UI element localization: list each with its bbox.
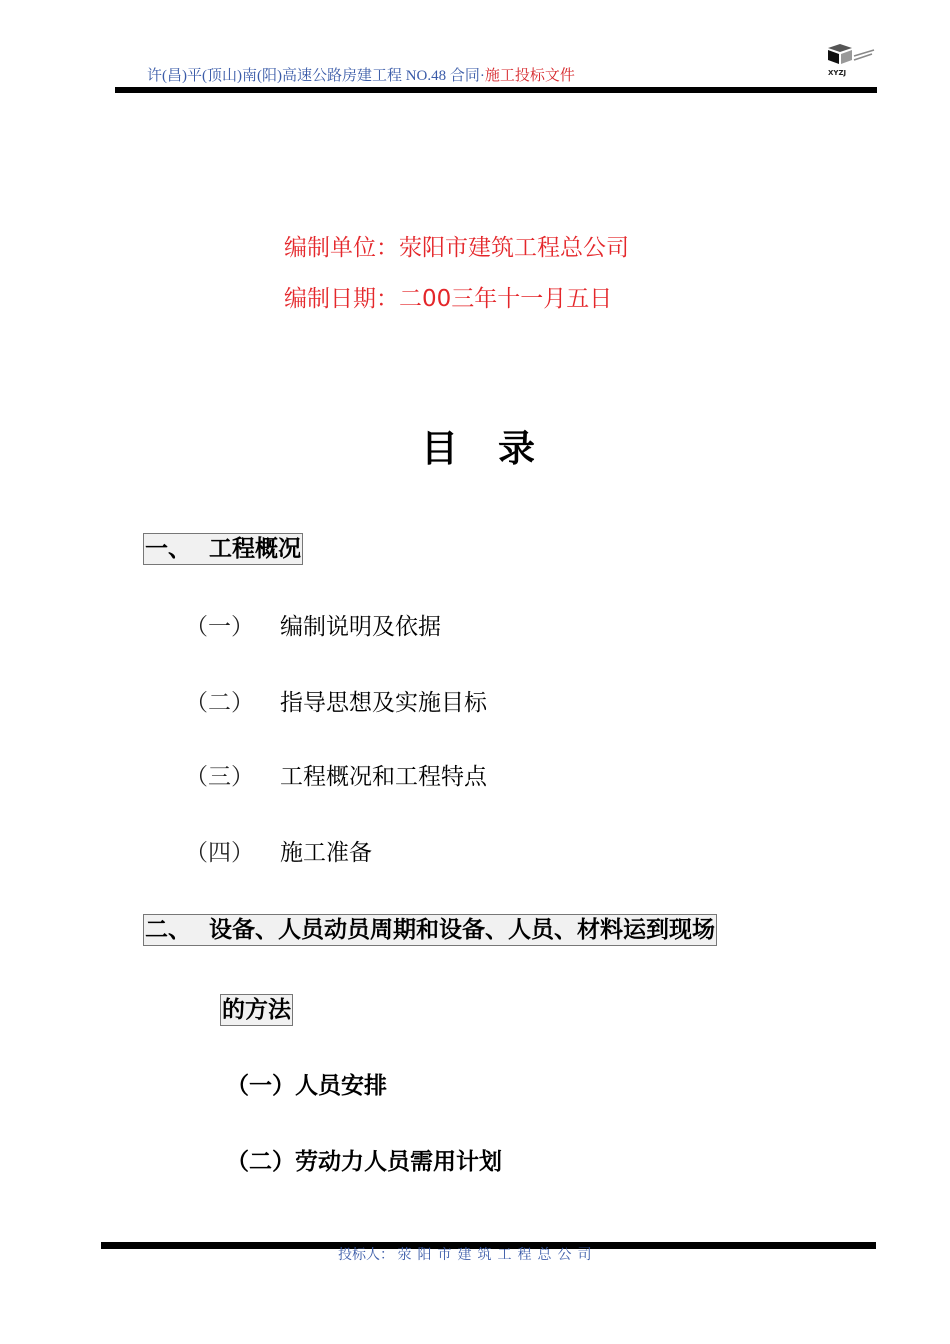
logo-text: XYZJ [828,69,847,77]
toc-section-2[interactable] [143,914,717,946]
document-type: 施工投标文件 [484,68,575,84]
toc-title [421,425,535,473]
bidder-label: 投标人： [338,1248,394,1263]
item-number: （三） [185,764,254,790]
toc-item-1-4[interactable] [185,838,372,868]
item-number: （二） [185,690,254,716]
page-footer [338,1247,598,1265]
toc-item-2-2[interactable]: （二）劳动力人员需用计划 [226,1149,502,1175]
toc-title-part2: 录 [498,427,535,470]
toc-item-1-2[interactable] [185,688,487,718]
section-title-line1: 设备、人员动员周期和设备、人员、材料运到现场 [209,917,715,943]
project-title: 许(昌)平(顶山)南(阳)高速公路房建工程 NO.48 合同· [147,68,485,84]
item-label: 编制说明及依据 [280,614,441,640]
compile-unit: 编制单位：荥阳市建筑工程总公司 [284,235,629,261]
header-rule [115,87,877,93]
company-cube-logo [822,42,876,78]
item-label: 施工准备 [280,840,372,866]
section-title-line2: 的方法 [222,997,291,1023]
toc-section-2-continued[interactable] [220,994,293,1026]
item-number: （四） [185,840,254,866]
section-number: 一、 [145,536,191,562]
section-title: 工程概况 [209,536,301,562]
page-header [147,66,575,86]
section-number: 二、 [145,917,191,943]
item-number: （一） [185,614,254,640]
toc-item-2-1[interactable]: （一）人员安排 [226,1073,387,1099]
toc-item-1-1[interactable] [185,612,441,642]
toc-item-1-3[interactable] [185,762,487,792]
bidder-name: 荥阳市建筑工程总公司 [397,1248,598,1263]
item-label: 指导思想及实施目标 [280,690,487,716]
toc-title-part1: 目 [421,427,458,470]
toc-section-1[interactable] [143,533,303,565]
compile-date: 编制日期：二00三年十一月五日 [284,286,613,312]
item-label: 工程概况和工程特点 [280,764,487,790]
